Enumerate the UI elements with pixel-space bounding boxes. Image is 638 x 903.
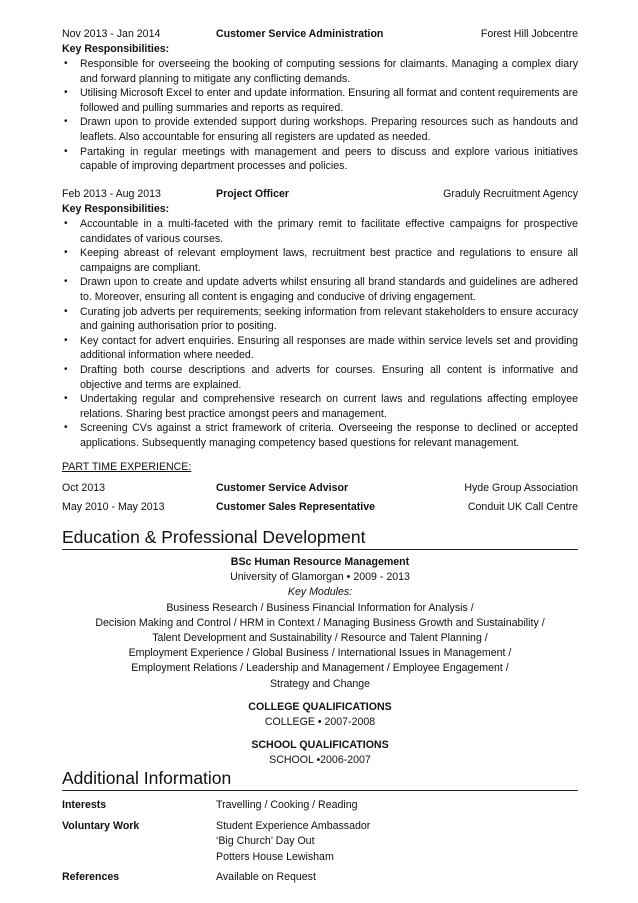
info-row-voluntary: [62, 819, 578, 865]
info-value-line: Travelling / Cooking / Reading: [216, 799, 358, 811]
info-value-line: Available on Request: [216, 870, 316, 883]
additional-section: [62, 767, 578, 885]
school-title: SCHOOL QUALIFICATIONS: [251, 739, 389, 752]
job-role: Project Officer: [216, 188, 290, 200]
list-item: • Accountable in a multi-faceted with the primary remit to facilitate effective campaigns for prospective candidates of various courses.: [62, 217, 578, 246]
info-value: [216, 798, 578, 813]
info-row-references: [62, 870, 578, 885]
list-item: • Key contact for advert enquiries. Ensuring all responses are made within service levels set and providing additional information where needed.: [62, 334, 578, 363]
responsibilities-list: [62, 217, 578, 451]
part-time-section: [62, 460, 578, 515]
info-value-line: Student Experience Ambassador: [216, 820, 371, 833]
list-item: • Utilising Microsoft Excel to enter and update information. Ensuring all format and content requirements are followed and pulling summaries and reports as required.: [62, 86, 578, 115]
job-header: [62, 186, 578, 202]
section-heading: Additional Information: [62, 767, 578, 791]
list-item: • Screening CVs against a strict framework of criteria. Overseeing the response to declined or accepted applications. Subsequently managing competency based questions for relevant management.: [62, 421, 578, 450]
job-header: [62, 26, 578, 42]
job-role: Customer Service Administration: [216, 28, 384, 40]
job-organisation: Hyde Group Association: [464, 482, 578, 494]
info-key: Interests: [62, 799, 107, 811]
info-value-line: ‘Big Church’ Day Out: [216, 835, 315, 848]
info-value: [216, 819, 578, 865]
module-line: Employment Relations / Leadership and Management / Employee Engagement /: [131, 662, 509, 675]
job-dates: Feb 2013 - Aug 2013: [62, 188, 161, 200]
list-item: • Drafting both course descriptions and adverts for courses. Ensuring all content is informative and objective and terms are explained.: [62, 363, 578, 392]
section-heading: Education & Professional Development: [62, 526, 578, 550]
info-key: References: [62, 870, 120, 883]
list-item: • Drawn upon to provide extended support during workshops. Preparing resources such as handouts and leaflets. Also accountable for ensuring all registers are updated as needed.: [62, 115, 578, 144]
module-line: Decision Making and Control / HRM in Context / Managing Business Growth and Sustainability /: [95, 616, 545, 629]
job-dates: Oct 2013: [62, 482, 105, 494]
job-role: Customer Sales Representative: [216, 501, 375, 513]
part-time-job: [62, 480, 578, 496]
list-item: • Keeping abreast of relevant employment laws, recruitment best practice and regulations to ensure all campaigns are compliant.: [62, 246, 578, 275]
job-entry: [62, 26, 578, 174]
college-line: COLLEGE • 2007-2008: [264, 716, 376, 729]
job-role: Customer Service Advisor: [216, 482, 349, 494]
list-item: • Responsible for overseeing the booking of computing sessions for claimants. Managing a complex diary and forward planning to mitigate any conflicting demands.: [62, 57, 578, 86]
modules-list: [62, 601, 578, 692]
list-item: • Undertaking regular and comprehensive research on current laws and regulations affecting employee relations. Sharing best practice amongst peers and management.: [62, 392, 578, 421]
responsibilities-title: Key Responsibilities:: [62, 203, 170, 215]
module-line: Business Research / Business Financial Information for Analysis /: [166, 601, 474, 614]
university-line: University of Glamorgan • 2009 - 2013: [230, 571, 410, 584]
info-value: [216, 870, 578, 885]
info-row-interests: [62, 798, 578, 813]
school-line: SCHOOL •2006-2007: [269, 754, 371, 767]
list-item: • Drawn upon to create and update adverts whilst ensuring all brand standards and guidelines are adhered to. Moreover, ensuring all content is engaging and conducive of driving engagement.: [62, 275, 578, 304]
education-section: [62, 526, 578, 769]
job-dates: May 2010 - May 2013: [62, 501, 165, 513]
job-organisation: Conduit UK Call Centre: [467, 501, 578, 513]
degree-title: BSc Human Resource Management: [230, 556, 410, 568]
part-time-job: [62, 499, 578, 515]
job-organisation: Forest Hill Jobcentre: [480, 28, 578, 40]
job-entry: [62, 186, 578, 451]
module-line: Employment Experience / Global Business / International Issues in Management /: [128, 647, 512, 660]
module-line: Strategy and Change: [269, 677, 371, 690]
responsibilities-title: Key Responsibilities:: [62, 43, 170, 55]
job-dates: Nov 2013 - Jan 2014: [62, 28, 161, 40]
list-item: • Curating job adverts per requirements; seeking information from relevant stakeholders to ensure accuracy and gaining authorisation prior to positing.: [62, 305, 578, 334]
module-line: Talent Development and Sustainability / Resource and Talent Planning /: [152, 632, 488, 645]
info-key: Voluntary Work: [62, 820, 140, 833]
list-item: • Partaking in regular meetings with management and peers to discuss and explore various initiatives capable of improving department processes and policies.: [62, 145, 578, 174]
job-organisation: Graduly Recruitment Agency: [443, 188, 578, 200]
responsibilities-list: [62, 57, 578, 174]
college-title: COLLEGE QUALIFICATIONS: [248, 700, 392, 713]
modules-label: Key Modules:: [287, 586, 353, 599]
part-time-heading: PART TIME EXPERIENCE:: [62, 461, 192, 473]
info-value-line: Potters House Lewisham: [216, 850, 334, 863]
